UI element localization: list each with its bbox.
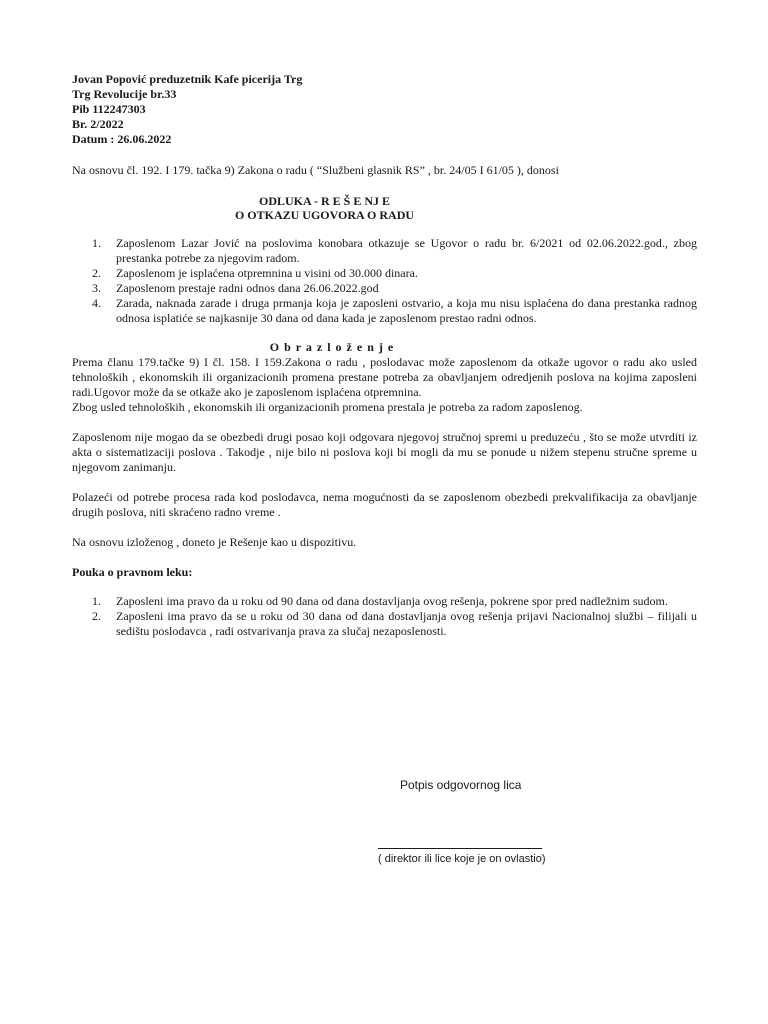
legal-remedy-list	[72, 594, 697, 639]
document-title	[72, 194, 697, 222]
employer-header	[72, 72, 697, 147]
list-item-text: Zaposleni ima pravo da u roku od 90 dana od dana dostavljanja ovog rešenja, pokrene spor pred nadležnim sudom.	[116, 594, 668, 608]
title-line-1: ODLUKA - R E Š E NJ E	[258, 194, 391, 208]
list-item	[72, 281, 697, 296]
signature-label: Potpis odgovornog lica	[400, 778, 522, 792]
title-line-2: O OTKAZU UGOVORA O RADU	[234, 208, 415, 222]
reasoning-paragraph-3: Zaposlenom nije mogao da se obezbedi drugi posao koji odgovara njegovoj stručnoj spremi u preduzeću , što se može utvrditi iz akta o sistematizaciji poslova . Takodje , nije bilo ni poslova koji bi mogli da mu se ponude u nižem stepenu stručne spreme u njegovom zanimanju.	[72, 430, 697, 474]
document-number: Br. 2/2022	[72, 117, 124, 131]
list-item-text: Zarada, naknada zarade i druga prmanja koja je zaposleni ostvario, a koja mu nisu isplaćena do dana prestanka radnog odnosa isplatiće se najkasnije 30 dana od dana kada je zaposlenom prestao radni odnos.	[116, 296, 697, 325]
list-item	[72, 266, 697, 281]
decision-list	[72, 236, 697, 326]
signature-line	[378, 848, 542, 849]
list-item	[72, 236, 697, 266]
list-item-text: Zaposleni ima pravo da se u roku od 30 dana od dana dostavljanja ovog rešenja prijavi Nacionalnoj službi – filijali u sedištu poslodavca , radi ostvarivanja prava za slučaj nezaposlenosti.	[116, 609, 697, 638]
signature-caption: ( direktor ili lice koje je on ovlastio)	[378, 853, 546, 865]
reasoning-heading: O b r a z l o ž e n j e	[269, 340, 395, 354]
list-item-number: 1.	[92, 594, 101, 608]
employer-name: Jovan Popović preduzetnik Kafe picerija Trg	[72, 72, 303, 86]
list-item-number: 2.	[92, 266, 101, 280]
reasoning-paragraph-5: Na osnovu izloženog , doneto je Rešenje kao u dispozitivu.	[72, 535, 357, 549]
list-item-number: 1.	[92, 236, 101, 250]
document-page	[72, 72, 697, 639]
reasoning-paragraph-2: Zbog usled tehnoloških , ekonomskih ili organizacionih promena prestala je potreba za radom zaposlenog.	[72, 400, 583, 414]
list-item-text: Zaposlenom prestaje radni odnos dana 26.06.2022.god	[116, 281, 379, 295]
legal-basis-intro: Na osnovu čl. 192. I 179. tačka 9) Zakona o radu ( “Službeni glasnik RS” , br. 24/05 I 61/05 ), donosi	[72, 163, 559, 177]
list-item	[72, 594, 697, 609]
employer-pib: Pib 112247303	[72, 102, 146, 116]
list-item-number: 2.	[92, 609, 101, 623]
list-item	[72, 296, 697, 326]
list-item-text: Zaposlenom je isplaćena otpremnina u visini od 30.000 dinara.	[116, 266, 418, 280]
legal-remedy-heading: Pouka o pravnom leku:	[72, 565, 193, 579]
list-item	[72, 609, 697, 639]
list-item-number: 4.	[92, 296, 101, 310]
reasoning-paragraph-4: Polazeći od potrebe procesa rada kod poslodavca, nema mogućnosti da se zaposlenom obezbedi prekvalifikacija za obavljanje drugih poslova, niti skraćeno radno vreme .	[72, 490, 697, 519]
document-date: Datum : 26.06.2022	[72, 132, 172, 146]
list-item-text: Zaposlenom Lazar Jović na poslovima konobara otkazuje se Ugovor o radu br. 6/2021 od 02.06.2022.god., zbog prestanka potrebe za njegovim radom.	[116, 236, 697, 265]
employer-address: Trg Revolucije br.33	[72, 87, 177, 101]
reasoning-paragraph-1: Prema članu 179.tačke 9) I čl. 158. I 159.Zakona o radu , poslodavac može zaposlenom da otkaže ugovor o radu ako usled tehnoloških , ekonomskih ili organizacionih promena prestane potreba za obavljanjem odredjenih poslova na kojima zaposleni radi.Ugovor može da se otkaže ako je zaposlenom isplaćena otpremnina.	[72, 355, 697, 399]
list-item-number: 3.	[92, 281, 101, 295]
